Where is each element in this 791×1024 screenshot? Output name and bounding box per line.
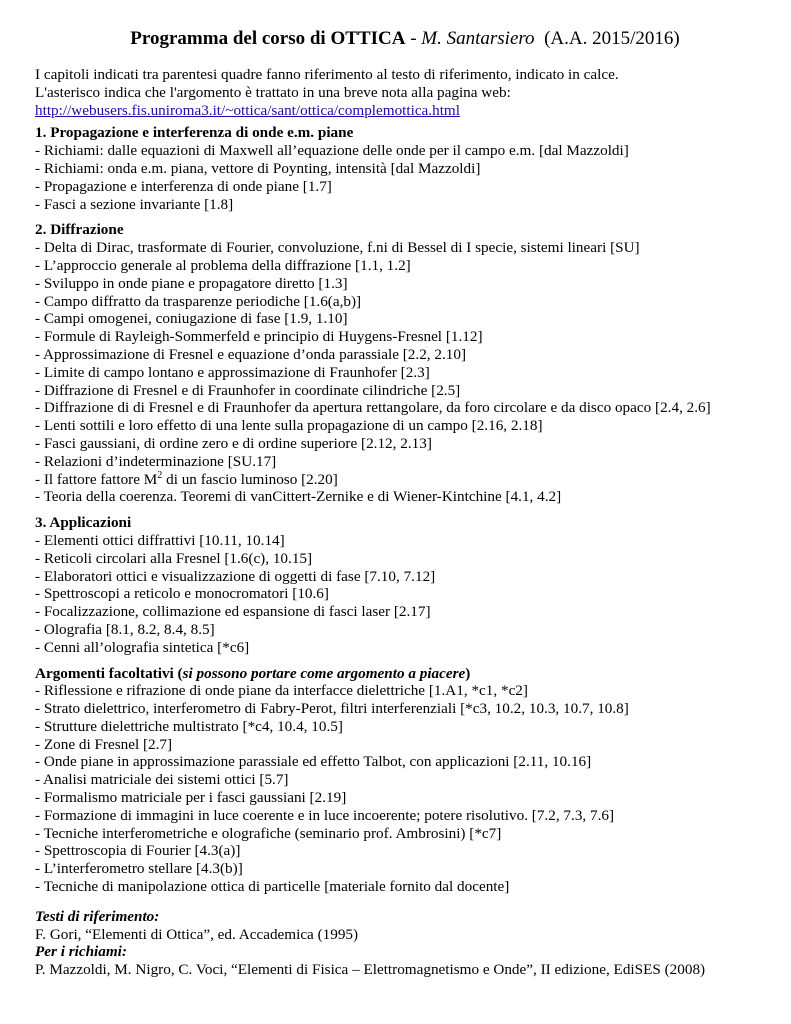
list-item: - Campi omogenei, coniugazione di fase [1.9, 1.10] [35,310,348,328]
list-item: - Analisi matriciale dei sistemi ottici [5.7] [35,771,289,789]
list-item: - Sviluppo in onde piane e propagatore diretto [1.3] [35,274,348,292]
list-item: - Campo diffratto da trasparenze periodiche [1.6(a,b)] [35,292,362,310]
list-item: - Diffrazione di Fresnel e di Fraunhofer in coordinate cilindriche [2.5] [35,381,461,399]
heading-italic: si possono portare come argomento a piacere [182,664,466,682]
list-item: - Reticoli circolari alla Fresnel [1.6(c), 10.15] [35,549,313,567]
title-author: M. Santarsiero [421,28,535,49]
topic-list [35,239,775,506]
section-diffraction [35,221,775,506]
list-item: - Propagazione e interferenza di onde piane [1.7] [35,177,332,195]
section-propagation [35,124,775,213]
section-heading: 3. Applicazioni [35,514,132,532]
page-title [35,27,775,51]
topic-list [35,142,775,213]
list-item: - Relazioni d’indeterminazione [SU.17] [35,452,277,470]
list-item: - Olografia [8.1, 8.2, 8.4, 8.5] [35,620,215,638]
intro-block [35,66,775,119]
list-item: - Fasci gaussiani, di ordine zero e di ordine superiore [2.12, 2.13] [35,434,432,452]
list-item: - Focalizzazione, collimazione ed espansione di fasci laser [2.17] [35,603,431,621]
list-item: - Limite di campo lontano e approssimazione di Fraunhofer [2.3] [35,363,430,381]
section-optional-topics [35,665,775,896]
list-item: - Strato dielettrico, interferometro di Fabry-Perot, filtri interferenziali [*c3, 10.2, 10.3, 10.7, 10.8] [35,700,629,718]
intro-line-2: L'asterisco indica che l'argomento è trattato in una breve nota alla pagina web: [35,83,511,101]
list-item: - Zone di Fresnel [2.7] [35,735,173,753]
list-item: - Formalismo matriciale per i fasci gaussiani [2.19] [35,789,347,807]
references-heading: Testi di riferimento: [35,907,160,925]
list-item: - Teoria della coerenza. Teoremi di vanCittert-Zernike e di Wiener-Kintchine [4.1, 4.2] [35,488,562,506]
title-year: (A.A. 2015/2016) [544,28,680,49]
title-course: Programma del corso di OTTICA [130,28,406,49]
reference-review-text: P. Mazzoldi, M. Nigro, C. Voci, “Elementi di Fisica – Elettromagnetismo e Onde”, II edizione, EdiSES (2008) [35,961,706,979]
section-heading: 2. Diffrazione [35,221,124,239]
list-item: - Spettroscopia di Fourier [4.3(a)] [35,842,241,860]
list-item: - Formule di Rayleigh-Sommerfeld e principio di Huygens-Fresnel [1.12] [35,328,483,346]
document-page [35,27,775,979]
list-item: - L’interferometro stellare [4.3(b)] [35,860,243,878]
list-item: - Strutture dielettriche multistrato [*c4, 10.4, 10.5] [35,717,343,735]
heading-suffix: ) [465,664,471,682]
reference-main-text: F. Gori, “Elementi di Ottica”, ed. Accademica (1995) [35,925,359,943]
m2-text-before: - Il fattore fattore M [35,470,158,488]
list-item: - Richiami: onda e.m. piana, vettore di Poynting, intensità [dal Mazzoldi] [35,159,481,177]
references-block [35,908,775,979]
list-item: - Riflessione e rifrazione di onde piane da interfacce dielettriche [1.A1, *c1, *c2] [35,682,528,700]
intro-line-1: I capitoli indicati tra parentesi quadre fanno riferimento al testo di riferimento, indicato in calce. [35,66,619,83]
list-item: - Approssimazione di Fresnel e equazione d’onda parassiale [2.2, 2.10] [35,345,467,363]
topic-list [35,532,775,657]
list-item: - Lenti sottili e loro effetto di una lente sulla propagazione di un campo [2.16, 2.18] [35,417,543,435]
section-applications [35,514,775,656]
list-item: - Formazione di immagini in luce coerente e in luce incoerente; potere risolutivo. [7.2, 7.3, 7.6] [35,806,615,824]
title-separator: - [405,28,422,49]
section-heading [35,665,775,683]
list-item: - Onde piane in approssimazione parassiale ed effetto Talbot, con applicazioni [2.11, 10.16] [35,753,592,771]
course-notes-link[interactable]: http://webusers.fis.uniroma3.it/~ottica/sant/ottica/complemottica.html [35,101,460,119]
topic-list [35,682,775,896]
list-item: - Diffrazione di di Fresnel e di Fraunhofer da apertura rettangolare, da foro circolare e da disco opaco [2.4, 2.6] [35,399,711,417]
intro-url-line [35,102,775,120]
review-heading: Per i richiami: [35,943,127,961]
list-item: - Tecniche interferometriche e olografiche (seminario prof. Ambrosini) [*c7] [35,824,502,842]
list-item: - Delta di Dirac, trasformate di Fourier, convoluzione, f.ni di Bessel di I specie, sistemi lineari [SU] [35,239,640,257]
list-item: - L’approccio generale al problema della diffrazione [1.1, 1.2] [35,256,411,274]
list-item: - Elaboratori ottici e visualizzazione di oggetti di fase [7.10, 7.12] [35,567,436,585]
section-heading: 1. Propagazione e interferenza di onde e.m. piane [35,124,354,142]
list-item: - Tecniche di manipolazione ottica di particelle [materiale fornito dal docente] [35,878,510,896]
list-item: - Fasci a sezione invariante [1.8] [35,195,234,213]
list-item: - Elementi ottici diffrattivi [10.11, 10.14] [35,531,285,549]
list-item: - Cenni all’olografia sintetica [*c6] [35,638,250,656]
list-item: - Spettroscopi a reticolo e monocromatori [10.6] [35,585,329,603]
list-item-m2-factor [35,471,775,489]
list-item: - Richiami: dalle equazioni di Maxwell all’equazione delle onde per il campo e.m. [dal Mazzoldi] [35,142,629,160]
m2-superscript: 2 [157,469,163,481]
title-gap [535,28,545,49]
heading-prefix: Argomenti facoltativi ( [35,664,183,682]
m2-text-after: di un fascio luminoso [2.20] [162,470,338,488]
